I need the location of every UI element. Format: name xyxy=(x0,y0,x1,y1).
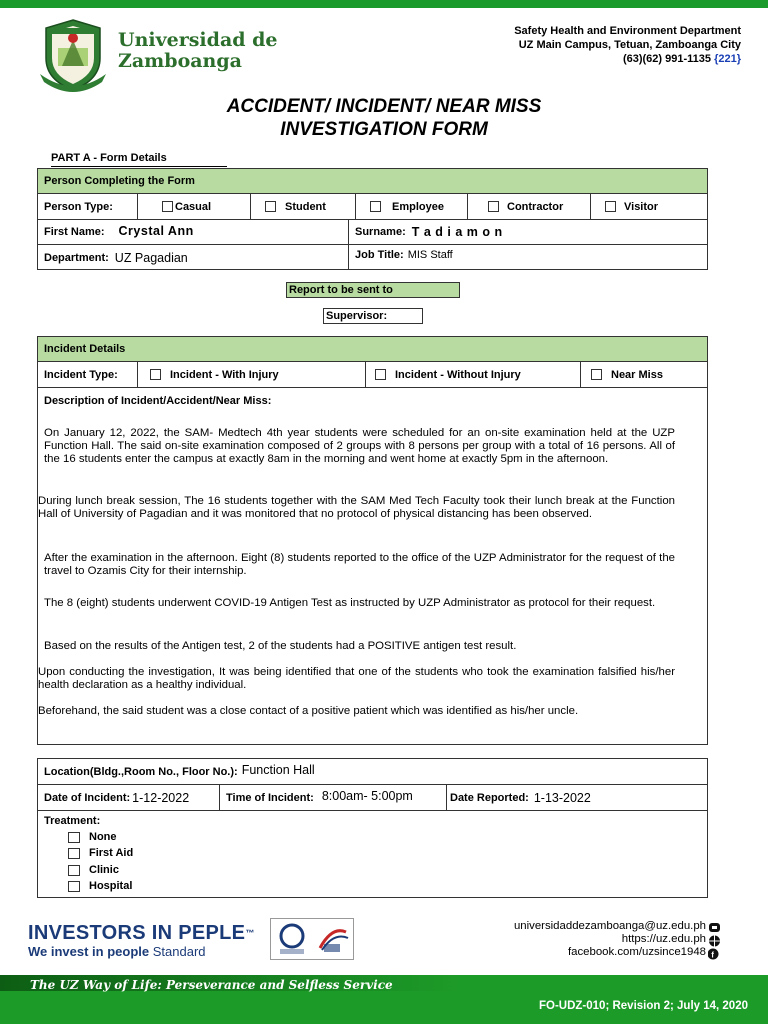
globe-icon xyxy=(709,936,720,947)
student-label: Student xyxy=(285,200,326,213)
form-title xyxy=(0,95,768,141)
time-of-incident-cell[interactable] xyxy=(220,785,447,811)
hospital-checkbox[interactable] xyxy=(68,881,80,892)
treatment-none[interactable] xyxy=(68,831,117,843)
contact-icons xyxy=(708,922,722,962)
email-text[interactable]: universidaddezamboanga@uz.edu.ph xyxy=(513,920,706,932)
treatment-first-aid[interactable] xyxy=(68,847,133,859)
location-cell[interactable] xyxy=(38,759,707,785)
student-checkbox[interactable] xyxy=(265,201,276,212)
person-type-contractor[interactable] xyxy=(468,194,591,220)
department-row xyxy=(38,245,707,270)
incident-without-injury[interactable] xyxy=(366,362,581,388)
motto-text: The UZ Way of Life: Perseverance and Selfless Service xyxy=(30,978,393,992)
date-reported-value: 1-13-2022 xyxy=(533,790,591,805)
description-paragraph-3: After the examination in the afternoon. Eight (8) students reported to the office of the UZP Administrator for the request of the travel to Ozamis City for their internship. xyxy=(44,552,675,577)
location-value: Function Hall xyxy=(241,763,315,777)
visitor-checkbox[interactable] xyxy=(605,201,616,212)
form-title-line2: INVESTIGATION FORM xyxy=(280,119,488,140)
employee-checkbox[interactable] xyxy=(370,201,381,212)
description-paragraph-2: During lunch break session, The 16 students together with the SAM Med Tech Faculty took their lunch break at the Function Hall of University of Pagadian and it was monitored that no protocol of physical distancing has been observed. xyxy=(38,495,675,520)
university-name-line2: Zamboanga xyxy=(118,50,242,72)
supervisor-field[interactable]: Supervisor: xyxy=(323,308,423,324)
near-miss-checkbox[interactable] xyxy=(591,369,602,380)
dept-phone xyxy=(514,52,741,66)
person-type-visitor[interactable] xyxy=(591,194,707,220)
iip-trademark: ™ xyxy=(245,928,255,938)
incident-type-row xyxy=(38,362,707,388)
person-section-heading: Person Completing the Form xyxy=(38,169,707,194)
clinic-checkbox[interactable] xyxy=(68,865,80,876)
first-aid-label: First Aid xyxy=(89,847,134,859)
date-reported-cell[interactable] xyxy=(447,785,707,811)
visitor-label: Visitor xyxy=(624,200,659,213)
job-title-cell[interactable] xyxy=(349,245,707,270)
email-icon xyxy=(709,923,720,932)
date-of-incident-cell[interactable] xyxy=(38,785,220,811)
person-type-casual[interactable] xyxy=(138,194,251,220)
hospital-label: Hospital xyxy=(89,880,133,892)
description-paragraph-4: The 8 (eight) students underwent COVID-19 Antigen Test as instructed by UZP Administrator as protocol for their request. xyxy=(44,597,656,609)
employee-label: Employee xyxy=(392,200,444,213)
iip-slogan: We invest in people xyxy=(28,944,150,959)
treatment-label: Treatment: xyxy=(44,815,101,827)
time-of-incident-label: Time of Incident: xyxy=(226,791,314,804)
incident-type-label: Incident Type: xyxy=(38,362,138,388)
department-label: Department: xyxy=(44,251,109,264)
dept-campus: UZ Main Campus, Tetuan, Zamboanga City xyxy=(518,39,741,51)
iip-standard: Standard xyxy=(152,944,206,959)
department-address xyxy=(514,24,741,66)
without-injury-checkbox[interactable] xyxy=(375,369,386,380)
university-name xyxy=(118,30,278,72)
phone-number: (63)(62) 991-1135 xyxy=(622,53,712,65)
surname-label: Surname: xyxy=(355,226,406,238)
description-label: Description of Incident/Accident/Near Miss: xyxy=(44,395,272,407)
iip-title xyxy=(28,922,255,944)
incident-with-injury[interactable] xyxy=(138,362,366,388)
website-text[interactable]: https://uz.edu.ph xyxy=(621,933,706,945)
without-injury-label: Incident - Without Injury xyxy=(395,368,521,381)
department-cell[interactable] xyxy=(38,245,349,270)
form-title-line1: ACCIDENT/ INCIDENT/ NEAR MISS xyxy=(226,96,542,117)
location-row xyxy=(38,759,707,785)
clinic-label: Clinic xyxy=(89,864,119,876)
first-name-label: First Name: xyxy=(44,226,105,238)
first-aid-checkbox[interactable] xyxy=(68,848,80,859)
top-stripe xyxy=(0,0,768,8)
surname-value: T a d i a m o n xyxy=(411,225,503,239)
incident-near-miss[interactable] xyxy=(581,362,707,388)
casual-label: Casual xyxy=(175,200,212,213)
location-label: Location(Bldg.,Room No., Floor No.): xyxy=(44,765,238,778)
iip-title-text-end: PLE xyxy=(205,922,246,944)
person-type-label: Person Type: xyxy=(38,194,138,220)
job-title-value: MIS Staff xyxy=(407,249,453,261)
first-name-value: Crystal Ann xyxy=(118,223,194,238)
department-value: UZ Pagadian xyxy=(114,250,188,265)
location-section xyxy=(37,758,708,898)
facebook-icon xyxy=(708,949,719,960)
first-name-cell[interactable] xyxy=(38,220,349,245)
part-a-label: PART A - Form Details xyxy=(51,152,227,167)
time-of-incident-value: 8:00am- 5:00pm xyxy=(321,789,413,803)
name-row xyxy=(38,220,707,245)
iip-subtitle xyxy=(28,944,255,960)
person-type-row xyxy=(38,194,707,220)
form-number: FO-UDZ-010; Revision 2; July 14, 2020 xyxy=(539,1000,748,1012)
certification-logos xyxy=(270,918,354,960)
surname-cell[interactable] xyxy=(349,220,707,245)
university-name-line1: Universidad de xyxy=(118,29,278,51)
svg-text:f: f xyxy=(711,950,714,960)
date-reported-label: Date Reported: xyxy=(450,791,529,804)
near-miss-label: Near Miss xyxy=(611,368,663,381)
facebook-text[interactable]: facebook.com/uzsince1948 xyxy=(567,946,706,958)
report-to-label: Report to be sent to xyxy=(286,282,460,298)
date-of-incident-value: 1-12-2022 xyxy=(132,790,190,805)
date-of-incident-label: Date of Incident: xyxy=(44,791,131,804)
description-paragraph-7: Beforehand, the said student was a close contact of a positive patient which was identified as his/her uncle. xyxy=(38,705,579,717)
treatment-hospital[interactable] xyxy=(68,880,132,892)
incident-section-heading: Incident Details xyxy=(38,337,707,362)
person-section xyxy=(37,168,708,270)
none-label: None xyxy=(89,831,117,843)
investors-in-people-logo xyxy=(28,922,255,960)
description-paragraph-5: Based on the results of the Antigen test, 2 of the students had a POSITIVE antigen test result. xyxy=(44,640,517,652)
treatment-clinic[interactable] xyxy=(68,864,119,876)
casual-checkbox[interactable] xyxy=(162,201,173,212)
contractor-label: Contractor xyxy=(507,200,564,213)
description-paragraph-1: On January 12, 2022, the SAM- Medtech 4th year students were scheduled for an on-site examination held at the UZP Function Hall. The said on-site examination composed of 2 groups with 8 persons per group with a total of 16 persons. All of the 16 students enter the campus at exactly 8am in the morning and went home at exactly 5pm in the afternoon. xyxy=(44,427,675,465)
job-title-label: Job Title: xyxy=(355,249,404,261)
with-injury-checkbox[interactable] xyxy=(150,369,161,380)
description-paragraph-6: Upon conducting the investigation, It was being identified that one of the students who took the examination falsified his/her health declaration as a healthy individual. xyxy=(38,666,675,691)
iip-title-text: INVESTORS IN PE xyxy=(28,922,206,944)
university-seal-logo xyxy=(38,18,108,92)
none-checkbox[interactable] xyxy=(68,832,80,843)
person-type-employee[interactable] xyxy=(356,194,468,220)
contact-info xyxy=(514,920,706,959)
phone-extension: {221} xyxy=(714,53,741,65)
person-type-student[interactable] xyxy=(251,194,356,220)
with-injury-label: Incident - With Injury xyxy=(170,368,279,381)
date-time-row xyxy=(38,785,707,811)
contractor-checkbox[interactable] xyxy=(488,201,499,212)
dept-name: Safety Health and Environment Department xyxy=(514,25,741,37)
